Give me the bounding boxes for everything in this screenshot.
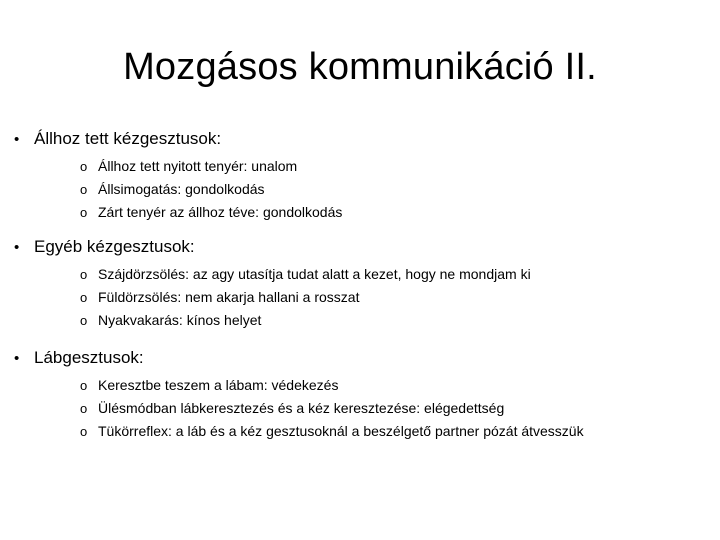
sub-list bbox=[14, 263, 704, 332]
list-item-text: Szájdörzsölés: az agy utasítja tudat alatt a kezet, hogy ne mondjam ki bbox=[98, 266, 531, 282]
circle-bullet-icon: o bbox=[80, 401, 88, 416]
list-item bbox=[14, 201, 704, 224]
circle-bullet-icon: o bbox=[80, 159, 88, 174]
sub-list bbox=[14, 374, 704, 443]
bullet-icon: • bbox=[14, 239, 20, 256]
slide-title: Mozgásos kommunikáció II. bbox=[123, 46, 597, 88]
bullet-icon: • bbox=[14, 350, 20, 367]
section-heading-row bbox=[14, 236, 704, 259]
list-item-text: Zárt tenyér az állhoz téve: gondolkodás bbox=[98, 204, 343, 220]
list-item bbox=[14, 178, 704, 201]
section-chin-gestures bbox=[14, 128, 704, 224]
circle-bullet-icon: o bbox=[80, 313, 88, 328]
list-item bbox=[14, 263, 704, 286]
list-item bbox=[14, 374, 704, 397]
list-item-text: Keresztbe teszem a lábam: védekezés bbox=[98, 377, 339, 393]
circle-bullet-icon: o bbox=[80, 267, 88, 282]
list-item bbox=[14, 309, 704, 332]
list-item-text: Nyakvakarás: kínos helyet bbox=[98, 312, 262, 328]
circle-bullet-icon: o bbox=[80, 182, 88, 197]
section-heading: Állhoz tett kézgesztusok: bbox=[34, 129, 222, 148]
section-other-hand-gestures bbox=[14, 236, 704, 332]
section-heading: Lábgesztusok: bbox=[34, 348, 144, 367]
list-item bbox=[14, 155, 704, 178]
section-heading-row bbox=[14, 128, 704, 151]
sub-list bbox=[14, 155, 704, 224]
list-item-text: Állhoz tett nyitott tenyér: unalom bbox=[98, 158, 298, 174]
list-item bbox=[14, 397, 704, 420]
list-item-text: Tükörreflex: a láb és a kéz gesztusoknál a beszélgető partner pózát átvesszük bbox=[98, 423, 584, 439]
list-item bbox=[14, 420, 704, 443]
list-item bbox=[14, 286, 704, 309]
list-item-text: Állsimogatás: gondolkodás bbox=[98, 181, 265, 197]
section-leg-gestures bbox=[14, 347, 704, 443]
section-heading: Egyéb kézgesztusok: bbox=[34, 237, 195, 256]
list-item-text: Füldörzsölés: nem akarja hallani a rosszat bbox=[98, 289, 360, 305]
bullet-icon: • bbox=[14, 131, 20, 148]
list-item-text: Ülésmódban lábkeresztezés és a kéz keresztezése: elégedettség bbox=[98, 400, 505, 416]
circle-bullet-icon: o bbox=[80, 424, 88, 439]
circle-bullet-icon: o bbox=[80, 378, 88, 393]
circle-bullet-icon: o bbox=[80, 290, 88, 305]
section-heading-row bbox=[14, 347, 704, 370]
circle-bullet-icon: o bbox=[80, 205, 88, 220]
